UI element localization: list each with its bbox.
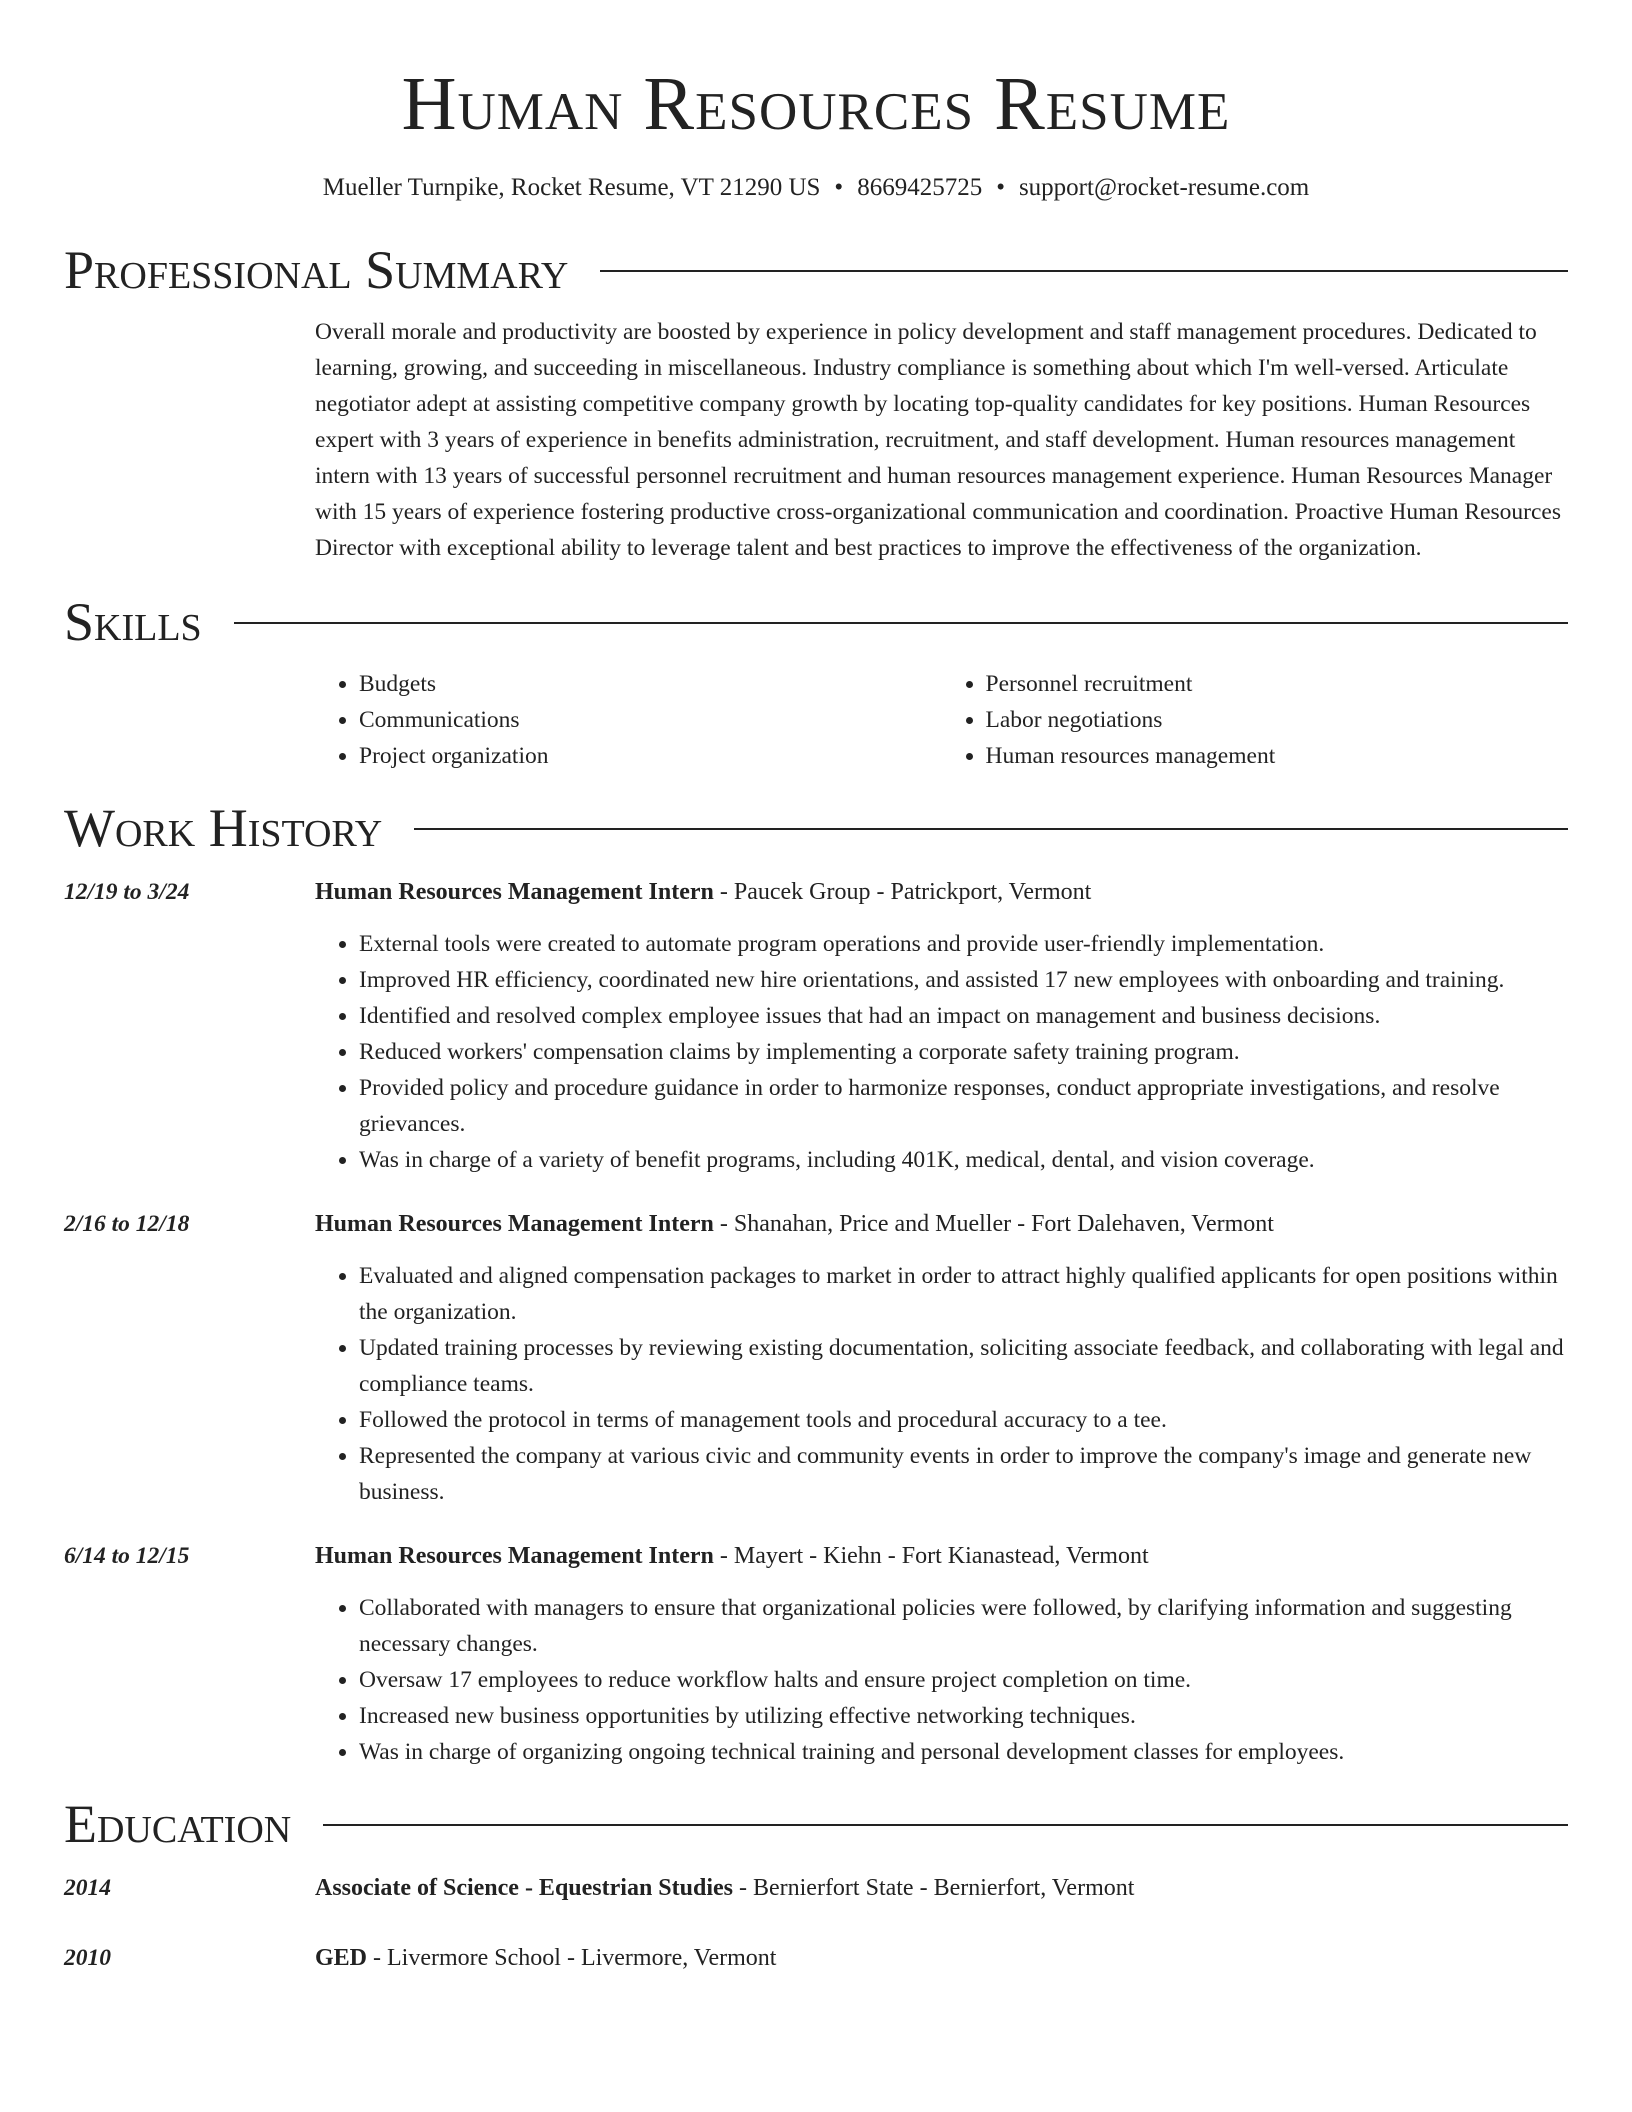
education-degree: GED [315, 1945, 368, 1971]
job-bullet: • Represented the company at various civic and community events in order to improve the company's image and generate new business. [359, 1438, 1568, 1510]
contact-address: Mueller Turnpike, Rocket Resume, VT 21290 US [322, 174, 821, 201]
job-bullet: • Oversaw 17 employees to reduce workflow halts and ensure project completion on time. [359, 1662, 1568, 1698]
skills-column-right [942, 666, 1569, 774]
education-degree: Associate of Science - Equestrian Studies [315, 1875, 733, 1901]
education-year: 2010 [64, 1945, 111, 1971]
job-bullet: • Updated training processes by reviewing existing documentation, soliciting associate feedback, and collaborating with legal and compliance teams. [359, 1330, 1568, 1402]
job-bullets [315, 1258, 1568, 1510]
section-professional-summary [64, 238, 1568, 302]
skill-item: • Human resources management [986, 738, 1569, 774]
job-bullet: • Followed the protocol in terms of management tools and procedural accuracy to a tee. [359, 1402, 1568, 1438]
job-bullet: • Was in charge of a variety of benefit programs, including 401K, medical, dental, and vision coverage. [359, 1142, 1568, 1178]
job-bullet: • Increased new business opportunities by utilizing effective networking techniques. [359, 1698, 1568, 1734]
skill-item: • Labor negotiations [986, 702, 1569, 738]
education-heading [315, 1940, 776, 1976]
skills-list [315, 666, 1568, 774]
education-heading [315, 1870, 1134, 1906]
skill-item: • Personnel recruitment [986, 666, 1569, 702]
job-entry [64, 874, 1568, 1178]
job-entry [64, 1538, 1568, 1770]
section-skills [64, 590, 1568, 654]
education-year: 2014 [64, 1875, 111, 1901]
education-school: - Livermore School - Livermore, Vermont [367, 1945, 777, 1971]
section-education [64, 1792, 1568, 1856]
skills-column-left [315, 666, 942, 774]
section-divider [414, 828, 1568, 830]
section-divider [323, 1824, 1568, 1826]
resume-page [64, 0, 1568, 1976]
job-bullet: • External tools were created to automate program operations and provide user-friendly implementation. [359, 926, 1568, 962]
job-bullet: • Provided policy and procedure guidance in order to harmonize responses, conduct appropriate investigations, and resolve grievances. [359, 1070, 1568, 1142]
job-bullet: • Reduced workers' compensation claims by implementing a corporate safety training program. [359, 1034, 1568, 1070]
job-heading [315, 874, 1568, 910]
contact-separator: • [834, 174, 844, 201]
job-employer: - Mayert - Kiehn - Fort Kianastead, Vermont [713, 1543, 1149, 1569]
job-title: Human Resources Management Intern [315, 1543, 714, 1569]
job-employer: - Paucek Group - Patrickport, Vermont [713, 879, 1092, 905]
section-heading: Work History [64, 798, 383, 858]
job-title: Human Resources Management Intern [315, 879, 714, 905]
job-bullet: • Improved HR efficiency, coordinated new hire orientations, and assisted 17 new employees with onboarding and training. [359, 962, 1568, 998]
job-dates: 6/14 to 12/15 [64, 1543, 190, 1569]
section-heading: Education [64, 1794, 292, 1854]
job-heading [315, 1538, 1568, 1574]
job-entry [64, 1206, 1568, 1510]
job-bullet: • Collaborated with managers to ensure that organizational policies were followed, by clarifying information and suggesting necessary changes. [359, 1590, 1568, 1662]
job-bullet: • Identified and resolved complex employee issues that had an impact on management and business decisions. [359, 998, 1568, 1034]
skill-item: • Budgets [359, 666, 942, 702]
job-dates: 12/19 to 3/24 [64, 879, 190, 905]
education-entry [64, 1940, 1568, 1976]
contact-separator: • [996, 174, 1005, 201]
section-divider [234, 622, 1568, 624]
section-heading: Skills [64, 592, 202, 652]
education-school: - Bernierfort State - Bernierfort, Vermont [732, 1875, 1135, 1901]
resume-title: Human Resources Resume [401, 62, 1231, 146]
skill-item: • Communications [359, 702, 942, 738]
job-bullets [315, 1590, 1568, 1770]
job-heading [315, 1206, 1568, 1242]
job-bullets [315, 926, 1568, 1178]
section-divider [600, 270, 1568, 272]
job-employer: - Shanahan, Price and Mueller - Fort Dalehaven, Vermont [713, 1211, 1274, 1237]
contact-line [64, 172, 1568, 204]
section-work-history [64, 796, 1568, 860]
section-heading: Professional Summary [64, 240, 569, 300]
job-bullet: • Was in charge of organizing ongoing technical training and personal development classes for employees. [359, 1734, 1568, 1770]
job-dates: 2/16 to 12/18 [64, 1211, 190, 1237]
contact-phone: 8669425725 [857, 174, 983, 201]
skill-item: • Project organization [359, 738, 942, 774]
summary-text: Overall morale and productivity are boosted by experience in policy development and staff management procedures. Dedicated to learning, growing, and succeeding in miscellaneous. Industry compliance is something about which I'm well-versed. Articulate negotiator adept at assisting competitive company growth by locating top-quality candidates for key positions. Human Resources expert with 3 years of experience in benefits administration, recruitment, and staff development. Human resources management intern with 13 years of successful personnel recruitment and human resources management experience. Human Resources Manager with 15 years of experience fostering productive cross-organizational communication and coordination. Proactive Human Resources Director with exceptional ability to leverage talent and best practices to improve the effectiveness of the organization. [315, 319, 1561, 561]
job-title: Human Resources Management Intern [315, 1211, 714, 1237]
job-bullet: • Evaluated and aligned compensation packages to market in order to attract highly qualified applicants for open positions within the organization. [359, 1258, 1568, 1330]
contact-email: support@rocket-resume.com [1018, 174, 1310, 201]
education-entry [64, 1870, 1568, 1906]
